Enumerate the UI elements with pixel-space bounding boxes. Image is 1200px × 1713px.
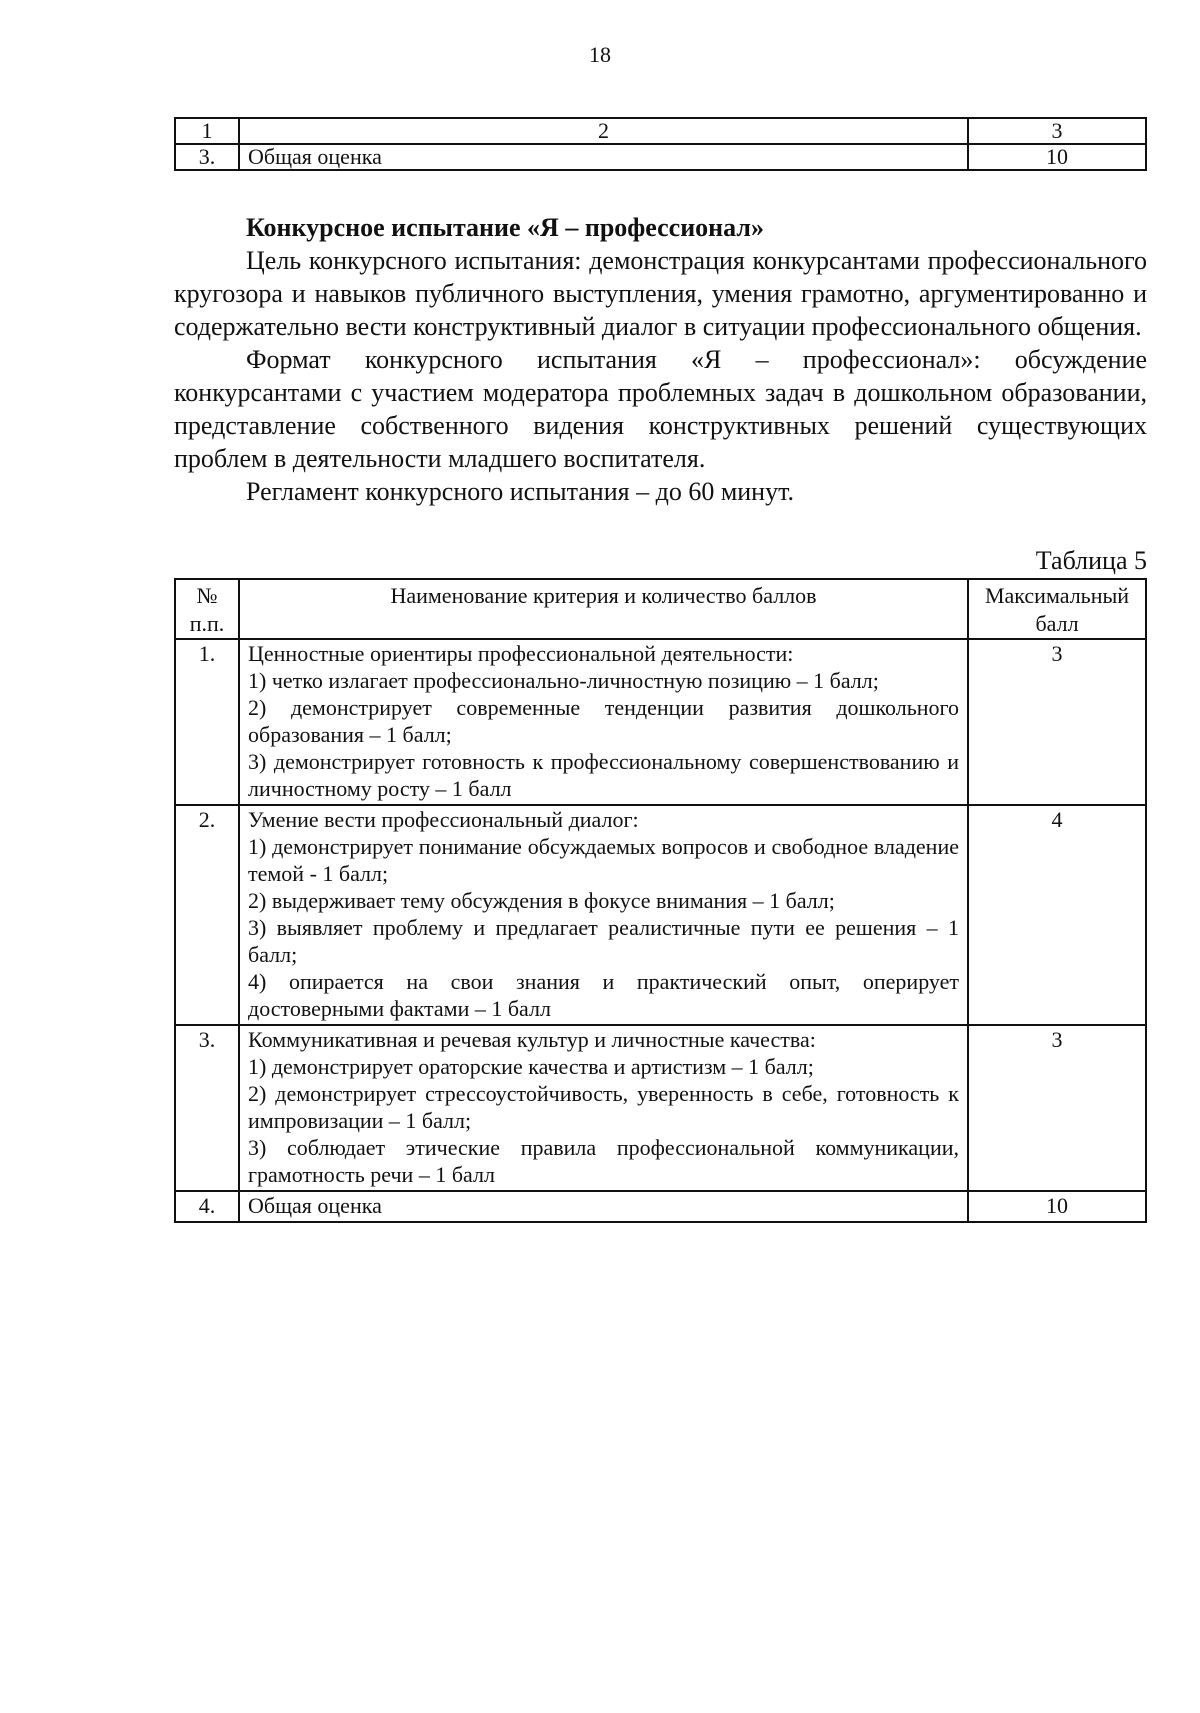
criterion-item: 4) опирается на свои знания и практический опыт, оперирует достоверными фактами – 1 балл (248, 969, 959, 1021)
section-heading: Конкурсное испытание «Я – профессионал» (246, 213, 764, 242)
column-number-cell: 2 (239, 118, 968, 144)
criterion-cell (239, 1025, 968, 1191)
row-number: 3. (175, 1025, 239, 1191)
table-row (175, 1025, 1146, 1191)
paragraph-format: Формат конкурсного испытания «Я – профессионал»: обсуждение конкурсантами с участием модератора проблемных задач в дошкольном образовании, представление собственного видения конструктивных решений существующих проблем в деятельности младшего воспитателя. (174, 345, 1147, 473)
table-row (175, 639, 1146, 805)
criterion-cell (239, 805, 968, 1025)
total-label: Общая оценка (239, 1191, 968, 1222)
criterion-item: 2) демонстрирует стрессоустойчивость, уверенность в себе, готовность к импровизации – 1 балл; (248, 1081, 959, 1133)
criteria-table (174, 578, 1147, 1223)
criterion-item: 1) демонстрирует ораторские качества и артистизм – 1 балл; (248, 1054, 814, 1079)
row-name: Общая оценка (239, 144, 968, 170)
total-max-score: 10 (968, 1191, 1146, 1222)
row-number: 2. (175, 805, 239, 1025)
criterion-item: 1) четко излагает профессионально-личностную позицию – 1 балл; (248, 668, 879, 693)
row-number: 1. (175, 639, 239, 805)
criterion-item: 3) демонстрирует готовность к профессиональному совершенствованию и личностному росту – 1 балл (248, 749, 959, 801)
row-max-score: 4 (968, 805, 1146, 1025)
page-number: 18 (589, 42, 611, 67)
table-caption: Таблица 5 (1035, 546, 1147, 575)
criterion-item: 2) выдерживает тему обсуждения в фокусе внимания – 1 балл; (248, 888, 835, 913)
criterion-item: 3) выявляет проблему и предлагает реалистичные пути ее решения – 1 балл; (248, 915, 959, 967)
row-max-score: 3 (968, 639, 1146, 805)
header-number: № п.п. (175, 579, 239, 639)
column-number-cell: 3 (968, 118, 1146, 144)
criterion-item: 1) демонстрирует понимание обсуждаемых вопросов и свободное владение темой - 1 балл; (248, 834, 959, 886)
row-max-score: 3 (968, 1025, 1146, 1191)
row-max-score: 10 (968, 144, 1146, 170)
row-number: 3. (175, 144, 239, 170)
section-text (174, 211, 1147, 508)
header-max-score: Максимальный балл (968, 579, 1146, 639)
table-row (175, 805, 1146, 1025)
row-number: 4. (175, 1191, 239, 1222)
criterion-item: 3) соблюдает этические правила профессиональной коммуникации, грамотность речи – 1 балл (248, 1135, 959, 1187)
table-header-row (175, 579, 1146, 639)
continued-table (174, 117, 1147, 171)
table-row (175, 144, 1146, 170)
header-criterion: Наименование критерия и количество баллов (239, 579, 968, 639)
criterion-title: Умение вести профессиональный диалог: (248, 807, 639, 832)
criterion-item: 2) демонстрирует современные тенденции развития дошкольного образования – 1 балл; (248, 695, 959, 747)
table-header-row (175, 118, 1146, 144)
criterion-title: Ценностные ориентиры профессиональной деятельности: (248, 641, 794, 666)
paragraph-goal: Цель конкурсного испытания: демонстрация конкурсантами профессионального кругозора и навыков публичного выступления, умения грамотно, аргументированно и содержательно вести конструктивный диалог в ситуации профессионального общения. (174, 246, 1147, 341)
criterion-title: Коммуникативная и речевая культур и личностные качества: (248, 1027, 816, 1052)
paragraph-regulation: Регламент конкурсного испытания – до 60 минут. (246, 477, 795, 506)
table-total-row (175, 1191, 1146, 1222)
criterion-cell (239, 639, 968, 805)
column-number-cell: 1 (175, 118, 239, 144)
